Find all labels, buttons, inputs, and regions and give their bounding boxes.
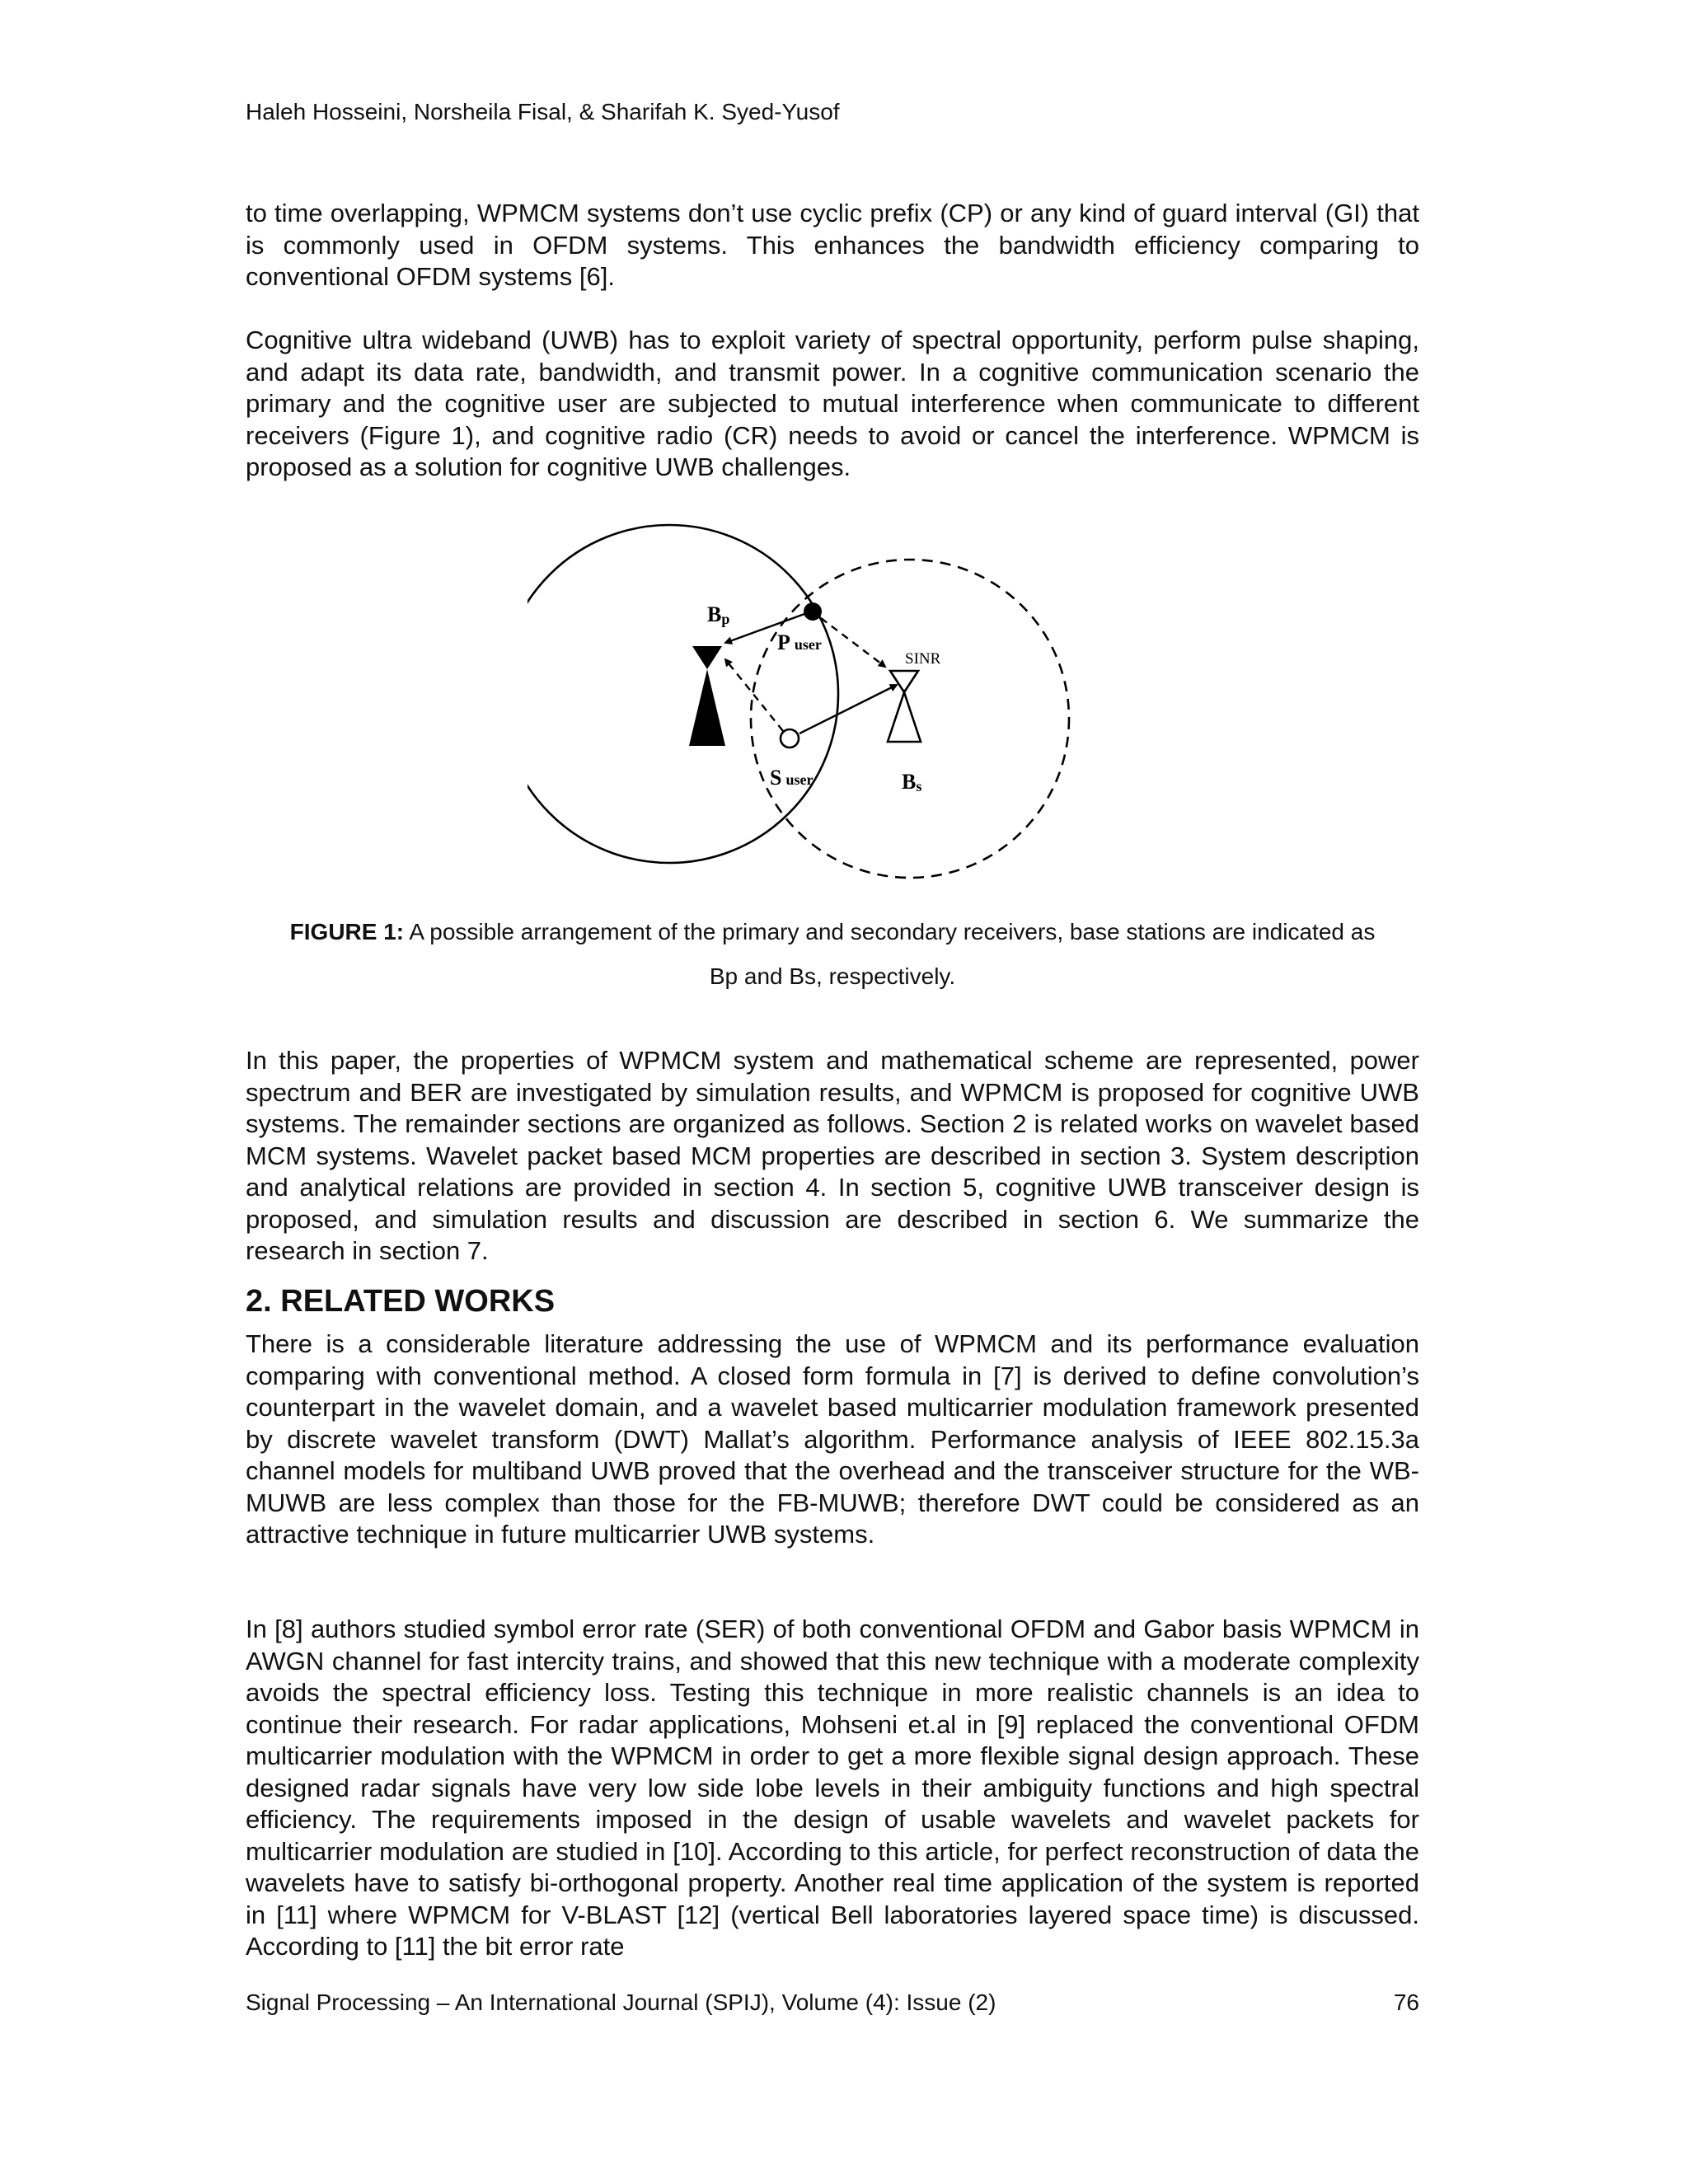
body-paragraph-1: to time overlapping, WPMCM systems don’t use cyclic prefix (CP) or any kind of guard interval (GI) that is commonly used in OFDM systems. This enhances the bandwidth efficiency comparing to conventional OFDM systems [6].: [246, 199, 1419, 291]
figure-caption-text-line1: A possible arrangement of the primary and secondary receivers, base stations are indicated as: [404, 919, 1376, 944]
primary-base-station-icon: [689, 646, 725, 746]
primary-coverage-circle: [528, 525, 838, 863]
figure-caption-label: FIGURE 1:: [289, 919, 405, 944]
secondary-base-station-icon: [888, 671, 921, 742]
label-p-user: P user: [777, 630, 822, 654]
section-2-heading: 2. RELATED WORKS: [246, 1284, 556, 1319]
figure-1-caption: [246, 910, 1419, 999]
running-footer-journal: Signal Processing – An International Journal (SPIJ), Volume (4): Issue (2): [246, 1990, 996, 2015]
figure-caption-text-line2: Bp and Bs, respectively.: [709, 963, 956, 989]
body-paragraph-4: There is a considerable literature addressing the use of WPMCM and its performance evaluation comparing with conventional method. A closed form formula in [7] is derived to define convolution’s counterpart in the wavelet domain, and a wavelet based multicarrier modulation framework presented by discrete wavelet transform (DWT) Mallat’s algorithm. Performance analysis of IEEE 802.15.3a channel models for multiband UWB proved that the overhead and the transceiver structure for the WB-MUWB are less complex than those for the FB-MUWB; therefore DWT could be considered as an attractive technique in future multicarrier UWB systems.: [246, 1329, 1419, 1549]
page-number: 76: [1393, 1990, 1419, 2015]
label-sinr: SINR: [905, 650, 941, 668]
body-paragraph-5: In [8] authors studied symbol error rate (SER) of both conventional OFDM and Gabor basis WPMCM in AWGN channel for fast intercity trains, and showed that this new technique with a moderate complexity avoids the spectral efficiency loss. Testing this technique in more realistic channels is an idea to continue their research. For radar applications, Mohseni et.al in [9] replaced the conventional OFDM multicarrier modulation with the WPMCM in order to get a more flexible signal design approach. These designed radar signals have very low side lobe levels in their ambiguity functions and high spectral efficiency. The requirements imposed in the design of usable wavelets and wavelet packets for multicarrier modulation are studied in [10]. According to this article, for perfect reconstruction of data the wavelets have to satisfy bi-orthogonal property. Another real time application of the system is reported in [11] where WPMCM for V-BLAST [12] (vertical Bell laboratories layered space time) is discussed. According to [11] the bit error rate: [246, 1615, 1419, 1961]
label-s-user: S user: [770, 766, 814, 790]
figure-1-diagram: [528, 504, 1104, 892]
secondary-interference-arrow: [725, 659, 783, 731]
secondary-link-arrow: [799, 685, 897, 733]
primary-link-arrow: [725, 614, 804, 643]
secondary-user-icon: [781, 729, 799, 748]
body-paragraph-2: Cognitive ultra wideband (UWB) has to exploit variety of spectral opportunity, perform pulse shaping, and adapt its data rate, bandwidth, and transmit power. In a cognitive communication scenario the primary and the cognitive user are subjected to mutual interference when communicate to different receivers (Figure 1), and cognitive radio (CR) needs to avoid or cancel the interference. WPMCM is proposed as a solution for cognitive UWB challenges.: [246, 326, 1419, 481]
primary-user-icon: [804, 602, 822, 621]
running-header-authors: Haleh Hosseini, Norsheila Fisal, & Sharifah K. Syed-Yusof: [246, 99, 840, 124]
label-bs: Bs: [902, 770, 922, 794]
body-paragraph-3: In this paper, the properties of WPMCM system and mathematical scheme are represented, power spectrum and BER are investigated by simulation results, and WPMCM is proposed for cognitive UWB systems. The remainder sections are organized as follows. Section 2 is related works on wavelet based MCM systems. Wavelet packet based MCM properties are described in section 3. System description and analytical relations are provided in section 4. In section 5, cognitive UWB transceiver design is proposed, and simulation results and discussion are described in section 6. We summarize the research in section 7.: [246, 1046, 1419, 1265]
label-bp: Bp: [707, 602, 730, 627]
